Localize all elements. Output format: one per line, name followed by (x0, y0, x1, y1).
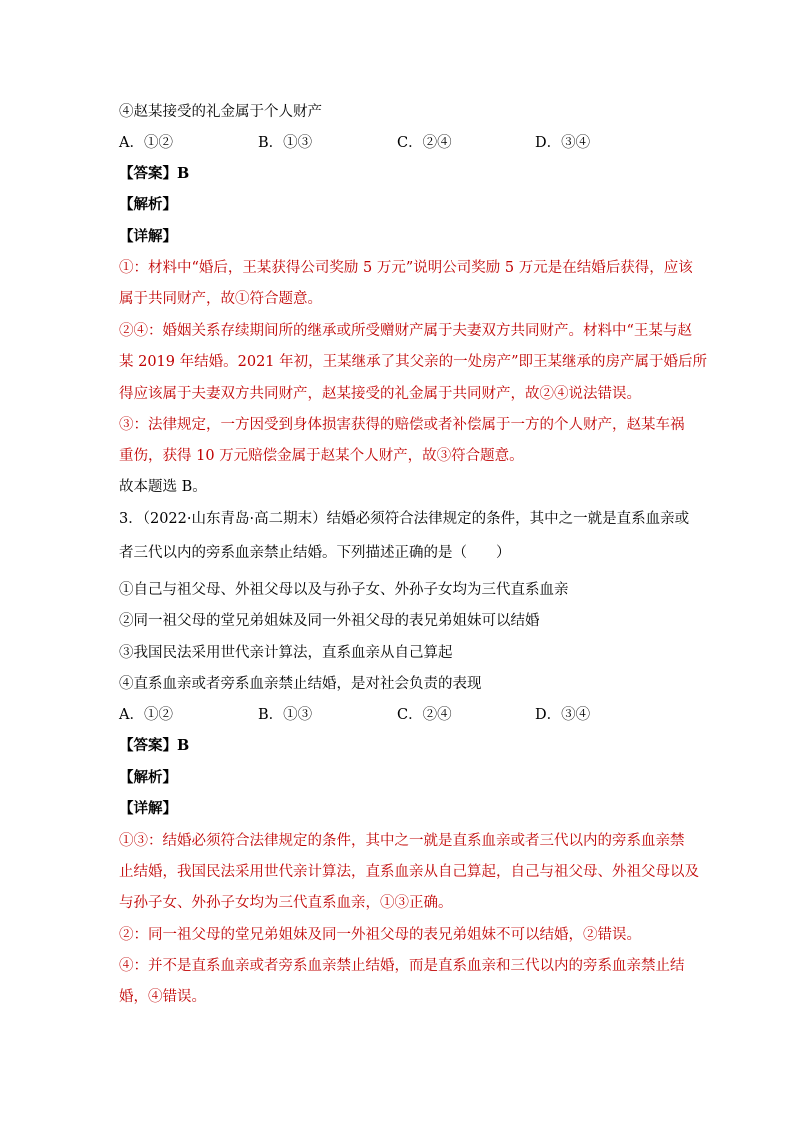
q3-explain-line: 婚，④错误。 (119, 989, 206, 1005)
q2-option-d: D．③④ (535, 135, 591, 151)
q3-option-d: D．③④ (535, 707, 591, 723)
q3-option-a: A．①② (119, 707, 173, 723)
q3-option-c: C．②④ (397, 707, 452, 723)
q2-explain-line: 属于共同财产，故①符合题意。 (119, 291, 322, 307)
q3-explain-line: 止结婚，我国民法采用世代亲计算法，直系血亲从自己算起，自己与祖父母、外祖父母以及 (119, 864, 699, 880)
q2-option-a: A．①② (119, 135, 173, 151)
q3-option-b: B．①③ (258, 707, 313, 723)
q3-item-2: ②同一祖父母的堂兄弟姐妹及同一外祖父母的表兄弟姐妹可以结婚 (119, 613, 540, 629)
q3-answer: 【答案】B (119, 737, 190, 754)
q2-explain-line: ①：材料中“婚后，王某获得公司奖励 5 万元”说明公司奖励 5 万元是在结婚后获得，应该 (119, 260, 693, 276)
q3-explain-line: ②：同一祖父母的堂兄弟姐妹及同一外祖父母的表兄弟姐妹不可以结婚，②错误。 (119, 927, 641, 943)
q2-explain-line: 得应该属于夫妻双方共同财产，赵某接受的礼金属于共同财产，故②④说法错误。 (119, 386, 641, 402)
q3-stem-line1: 3．（2022·山东青岛·高二期末）结婚必须符合法律规定的条件，其中之一就是直系血亲或 (119, 511, 690, 527)
q3-stem-line2: 者三代以内的旁系血亲禁止结婚。下列描述正确的是（ ） (119, 545, 511, 561)
q3-explain-line: ④：并不是直系血亲或者旁系血亲禁止结婚，而是直系血亲和三代以内的旁系血亲禁止结 (119, 958, 685, 974)
q3-analysis-heading: 【解析】 (119, 769, 177, 786)
q2-analysis-heading: 【解析】 (119, 196, 177, 213)
q2-answer: 【答案】B (119, 165, 190, 182)
q2-option-b: B．①③ (258, 135, 313, 151)
q3-detail-heading: 【详解】 (119, 800, 177, 817)
q2-explain-line: 某 2019 年结婚。2021 年初，王某继承了其父亲的一处房产”即王某继承的房产属于婚后所 (119, 354, 708, 370)
q3-item-1: ①自己与祖父母、外祖父母以及与孙子女、外孙子女均为三代直系血亲 (119, 582, 569, 598)
q2-item-4: ④赵某接受的礼金属于个人财产 (119, 104, 322, 120)
q2-explain-line: ③：法律规定，一方因受到身体损害获得的赔偿或者补偿属于一方的个人财产，赵某车祸 (119, 417, 685, 433)
q2-explain-line: 重伤，获得 10 万元赔偿金属于赵某个人财产，故③符合题意。 (119, 448, 524, 464)
q2-conclusion: 故本题选 B。 (119, 479, 207, 495)
q2-explain-line: ②④：婚姻关系存续期间所的继承或所受赠财产属于夫妻双方共同财产。材料中“王某与赵 (119, 323, 692, 339)
q2-option-c: C．②④ (397, 135, 452, 151)
q3-item-3: ③我国民法采用世代亲计算法，直系血亲从自己算起 (119, 645, 453, 661)
q3-explain-line: ①③：结婚必须符合法律规定的条件，其中之一就是直系血亲或者三代以内的旁系血亲禁 (119, 833, 685, 849)
q2-detail-heading: 【详解】 (119, 228, 177, 245)
q3-item-4: ④直系血亲或者旁系血亲禁止结婚，是对社会负责的表现 (119, 676, 482, 692)
q3-explain-line: 与孙子女、外孙子女均为三代直系血亲，①③正确。 (119, 895, 453, 911)
